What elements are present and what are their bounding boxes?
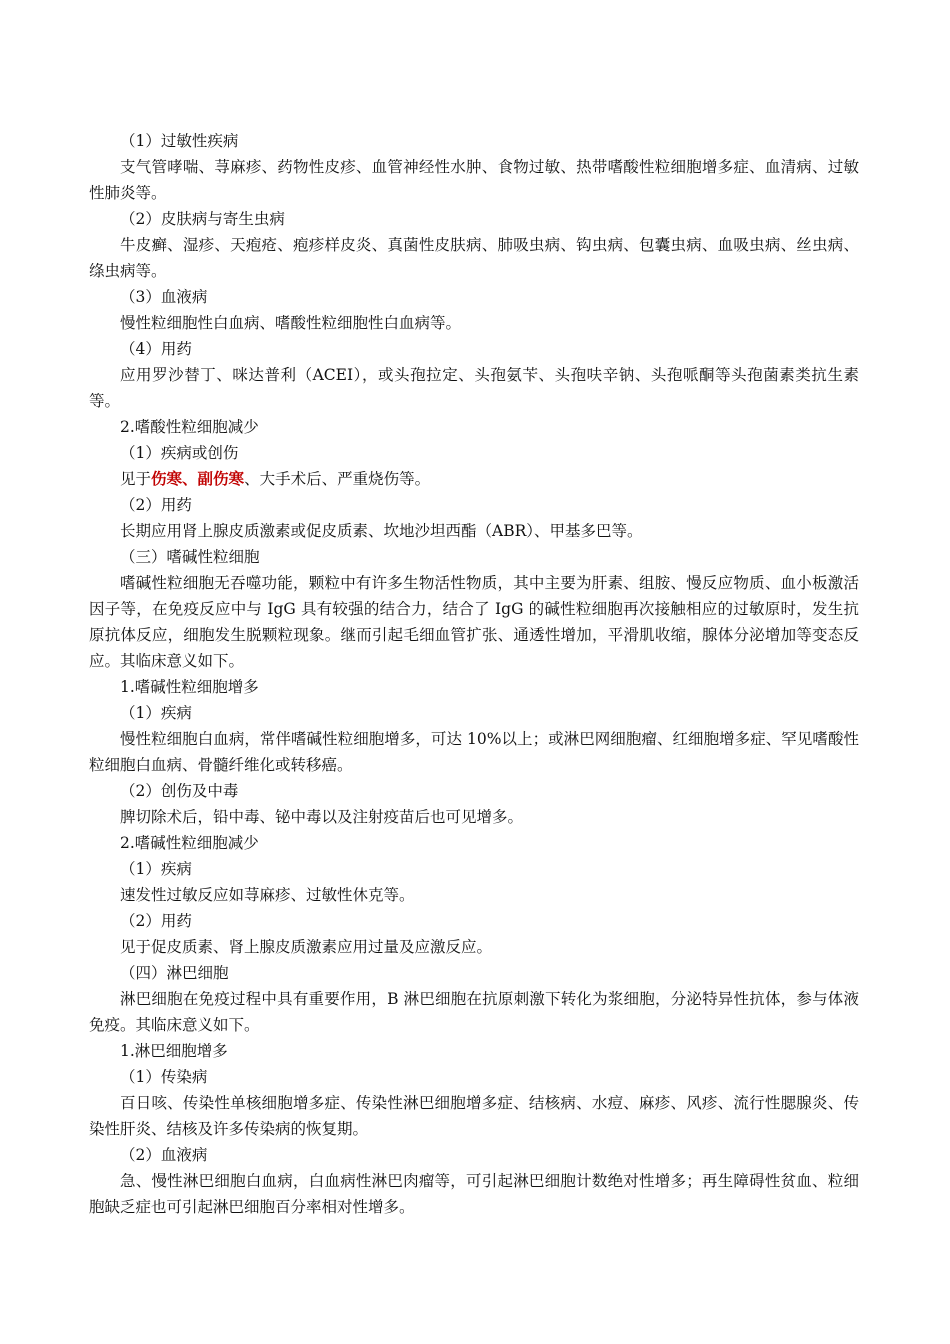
paragraph-lymphocyte-blood-disease-list: 急、慢性淋巴细胞白血病，白血病性淋巴肉瘤等，可引起淋巴细胞计数绝对性增多；再生障碍性贫血、粒细胞缺乏症也可引起淋巴细胞百分率相对性增多。 — [89, 1172, 859, 1216]
subheading-disease: （1）疾病 — [120, 704, 192, 722]
paragraph-medication-3-list: 见于促皮质素、肾上腺皮质激素应用过量及应激反应。 — [120, 938, 493, 956]
subheading-disease-trauma: （1）疾病或创伤 — [120, 444, 239, 462]
subheading-infectious-disease: （1）传染病 — [120, 1068, 208, 1086]
emphasis-typhoid: 伤寒 — [151, 469, 183, 488]
paragraph-medication-list: 应用罗沙替丁、咪达普利（ACEI），或头孢拉定、头孢氨苄、头孢呋辛钠、头孢哌酮等头孢菌素类抗生素等。 — [89, 366, 859, 410]
section-heading-basophil: （三）嗜碱性粒细胞 — [120, 548, 260, 566]
subheading-medication-3: （2）用药 — [120, 912, 192, 930]
subheading-disease-2: （1）疾病 — [120, 860, 192, 878]
paragraph-allergic-reaction-list: 速发性过敏反应如荨麻疹、过敏性休克等。 — [120, 886, 415, 904]
paragraph-allergic-disease-list: 支气管哮喘、荨麻疹、药物性皮疹、血管神经性水肿、食物过敏、热带嗜酸性粒细胞增多症、血清病、过敏性肺炎等。 — [89, 158, 859, 202]
heading-basophil-decrease: 2.嗜碱性粒细胞减少 — [120, 834, 259, 852]
heading-basophil-increase: 1.嗜碱性粒细胞增多 — [120, 678, 259, 696]
paragraph-basophil-disease-list: 慢性粒细胞白血病，常伴嗜碱性粒细胞增多，可达 10%以上；或淋巴网细胞瘤、红细胞增多症、罕见嗜酸性粒细胞白血病、骨髓纤维化或转移癌。 — [89, 730, 859, 774]
heading-lymphocyte-increase: 1.淋巴细胞增多 — [120, 1042, 228, 1060]
paragraph-typhoid-line — [89, 466, 859, 492]
subheading-skin-parasitic: （2）皮肤病与寄生虫病 — [120, 210, 285, 228]
typhoid-prefix: 见于 — [120, 470, 152, 488]
subheading-blood-disease-2: （2）血液病 — [120, 1146, 208, 1164]
subheading-blood-disease: （3）血液病 — [120, 288, 208, 306]
subheading-medication: （4）用药 — [120, 340, 192, 358]
document-body — [89, 128, 859, 1220]
subheading-medication-2: （2）用药 — [120, 496, 192, 514]
heading-eosinophil-decrease: 2.嗜酸性粒细胞减少 — [120, 418, 259, 436]
paragraph-blood-disease-list: 慢性粒细胞性白血病、嗜酸性粒细胞性白血病等。 — [120, 314, 462, 332]
paragraph-skin-parasitic-list: 牛皮癣、湿疹、天疱疮、疱疹样皮炎、真菌性皮肤病、肺吸虫病、钩虫病、包囊虫病、血吸虫病、丝虫病、绦虫病等。 — [89, 236, 859, 280]
paragraph-medication-2-list: 长期应用肾上腺皮质激素或促皮质素、坎地沙坦西酯（ABR）、甲基多巴等。 — [120, 522, 643, 540]
paragraph-infectious-disease-list: 百日咳、传染性单核细胞增多症、传染性淋巴细胞增多症、结核病、水痘、麻疹、风疹、流行性腮腺炎、传染性肝炎、结核及许多传染病的恢复期。 — [89, 1094, 859, 1138]
paragraph-trauma-poisoning-list: 脾切除术后，铅中毒、铋中毒以及注射疫苗后也可见增多。 — [120, 808, 524, 826]
typhoid-suffix: 、大手术后、严重烧伤等。 — [244, 470, 431, 488]
emphasis-separator: 、 — [182, 469, 198, 488]
emphasis-paratyphoid: 副伤寒 — [197, 469, 245, 488]
paragraph-basophil-description: 嗜碱性粒细胞无吞噬功能，颗粒中有许多生物活性物质，其中主要为肝素、组胺、慢反应物质、血小板激活因子等，在免疫反应中与 IgG 具有较强的结合力，结合了 IgG 的碱性粒细胞再次接触相应的过敏原时，发生抗原抗体反应，细胞发生脱颗粒现象。继而引起毛细血管扩张、通透性增加，平滑肌收缩，腺体分泌增加等变态反应。其临床意义如下。 — [89, 574, 859, 670]
subheading-allergic-disease: （1）过敏性疾病 — [120, 132, 239, 150]
paragraph-lymphocyte-description: 淋巴细胞在免疫过程中具有重要作用，B 淋巴细胞在抗原刺激下转化为浆细胞，分泌特异性抗体，参与体液免疫。其临床意义如下。 — [89, 990, 859, 1034]
section-heading-lymphocyte: （四）淋巴细胞 — [120, 964, 229, 982]
subheading-trauma-poisoning: （2）创伤及中毒 — [120, 782, 239, 800]
